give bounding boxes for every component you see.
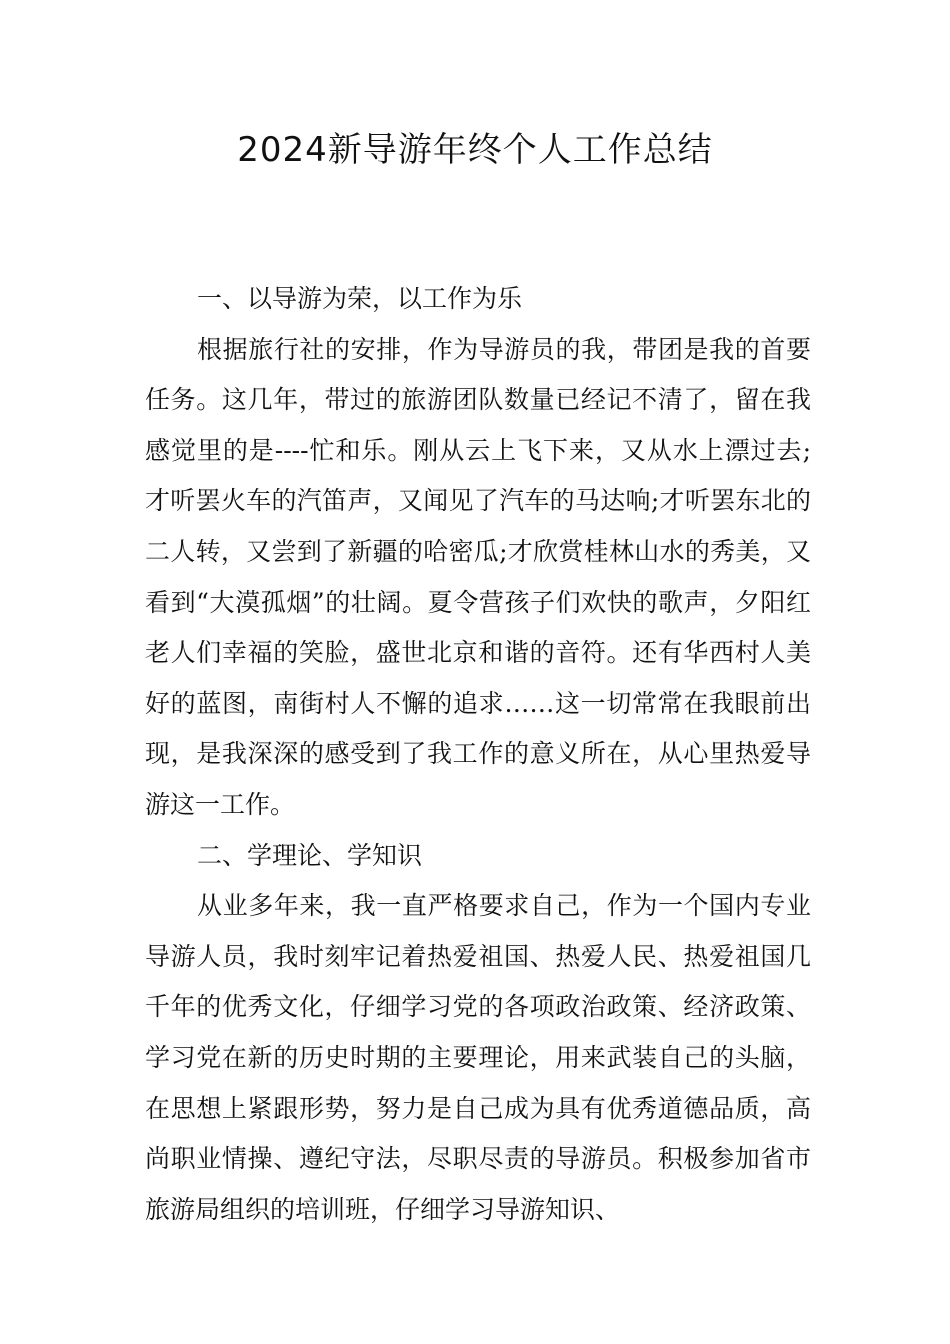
document-body bbox=[145, 274, 811, 1235]
document-title: 2024新导游年终个人工作总结 bbox=[237, 130, 713, 170]
body-paragraph-1: 根据旅行社的安排，作为导游员的我，带团是我的首要任务。这几年，带过的旅游团队数量已经记不清了，留在我感觉里的是----忙和乐。刚从云上飞下来，又从水上漂过去;才听罢火车的汽笛声，又闻见了汽车的马达响;才听罢东北的二人转，又尝到了新疆的哈密瓜;才欣赏桂林山水的秀美，又看到“大漠孤烟”的壮阔。夏令营孩子们欢快的歌声，夕阳红老人们幸福的笑脸，盛世北京和谐的音符。还有华西村人美好的蓝图，南街村人不懈的追求……这一切常常在我眼前出现，是我深深的感受到了我工作的意义所在，从心里热爱导游这一工作。 bbox=[145, 334, 811, 819]
section-heading-1: 一、以导游为荣，以工作为乐 bbox=[197, 284, 523, 313]
body-paragraph-2: 从业多年来，我一直严格要求自己，作为一个国内专业导游人员，我时刻牢记着热爱祖国、热爱人民、热爱祖国几千年的优秀文化，仔细学习党的各项政治政策、经济政策、学习党在新的历史时期的主要理论，用来武装自己的头脑，在思想上紧跟形势，努力是自己成为具有优秀道德品质，高尚职业情操、遵纪守法，尽职尽责的导游员。积极参加省市旅游局组织的培训班，仔细学习导游知识、 bbox=[145, 891, 811, 1224]
section-heading-2: 二、学理论、学知识 bbox=[197, 840, 423, 870]
